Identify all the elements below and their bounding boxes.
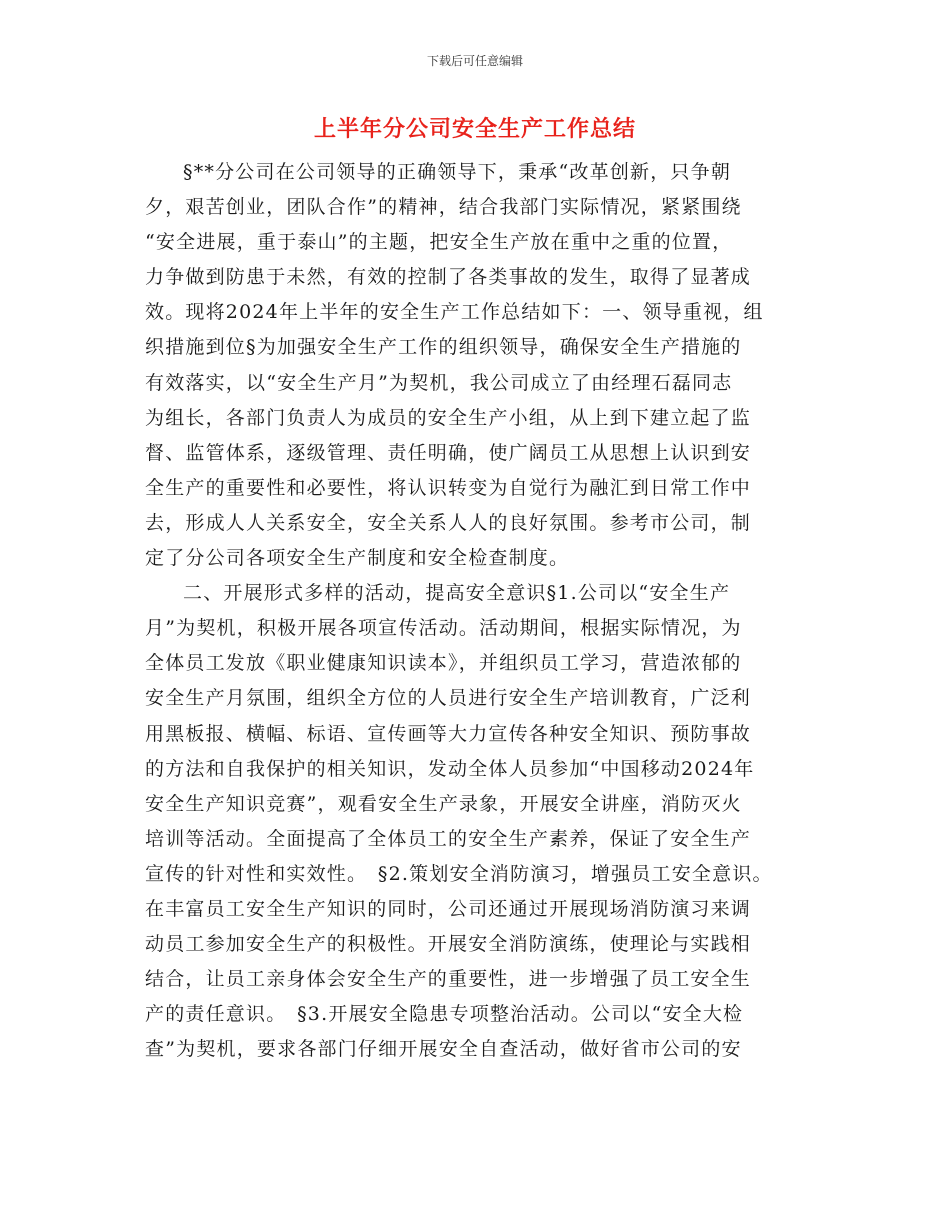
body-line: 织措施到位§为加强安全生产工作的组织领导，确保安全生产措施的: [145, 336, 742, 359]
body-line: 安全生产月氛围，组织全方位的人员进行安全生产培训教育，广泛利: [145, 687, 752, 710]
body-line: 产的责任意识。 §3.开展安全隐患专项整治活动。公司以“安全大检: [145, 1003, 744, 1026]
body-line: 效。现将2024年上半年的安全生产工作总结如下：一、领导重视，组: [145, 301, 764, 324]
body-line: §**分公司在公司领导的正确领导下，秉承“改革创新，只争朝: [183, 161, 732, 183]
body-line: 力争做到防患于未然，有效的控制了各类事故的发生，取得了显著成: [145, 266, 752, 289]
body-line: 为组长，各部门负责人为成员的安全生产小组，从上到下建立起了监: [145, 406, 752, 429]
body-line: 宣传的针对性和实效性。 §2.策划安全消防演习，增强员工安全意识。: [145, 862, 773, 885]
body-line: 的方法和自我保护的相关知识，发动全体人员参加“中国移动2024年: [145, 757, 755, 780]
body-line: 培训等活动。全面提高了全体员工的安全生产素养，保证了安全生产: [145, 827, 752, 850]
body-line: 用黑板报、横幅、标语、宣传画等大力宣传各种安全知识、预防事故: [145, 722, 752, 745]
body-line: 全生产的重要性和必要性，将认识转变为自觉行为融汇到日常工作中: [145, 476, 752, 499]
document-title: 上半年分公司安全生产工作总结: [313, 116, 636, 142]
body-line: 全体员工发放《职业健康知识读本》，并组织员工学习，营造浓郁的: [145, 652, 742, 675]
body-line: 查”为契机，要求各部门仔细开展安全自查活动，做好省市公司的安: [145, 1038, 742, 1061]
body-line: 有效落实，以“安全生产月”为契机，我公司成立了由经理石磊同志: [145, 371, 733, 394]
body-line: 动员工参加安全生产的积极性。开展安全消防演练，使理论与实践相: [145, 933, 752, 956]
body-line: 在丰富员工安全生产知识的同时，公司还通过开展现场消防演习来调: [145, 897, 752, 920]
body-line: 安全生产知识竞赛”，观看安全生产录象，开展安全讲座，消防灭火: [145, 792, 742, 815]
body-line: 督、监管体系，逐级管理、责任明确，使广阔员工从思想上认识到安: [145, 441, 752, 464]
body-line: “安全进展，重于泰山”的主题，把安全生产放在重中之重的位置，: [145, 231, 733, 254]
document-body: [145, 155, 825, 1067]
body-line: 月”为契机，积极开展各项宣传活动。活动期间，根据实际情况，为: [145, 617, 742, 640]
body-line: 去，形成人人关系安全，安全关系人人的良好氛围。参考市公司，制: [145, 511, 752, 534]
body-line: 二、开展形式多样的活动，提高安全意识§1.公司以“安全生产: [183, 582, 731, 605]
header-note: 下载后可任意编辑: [426, 54, 523, 68]
body-line: 结合，让员工亲身体会安全生产的重要性，进一步增强了员工安全生: [145, 968, 752, 991]
body-line: 夕，艰苦创业，团队合作”的精神，结合我部门实际情况，紧紧围绕: [145, 196, 742, 219]
body-line: 定了分公司各项安全生产制度和安全检查制度。: [145, 547, 570, 570]
